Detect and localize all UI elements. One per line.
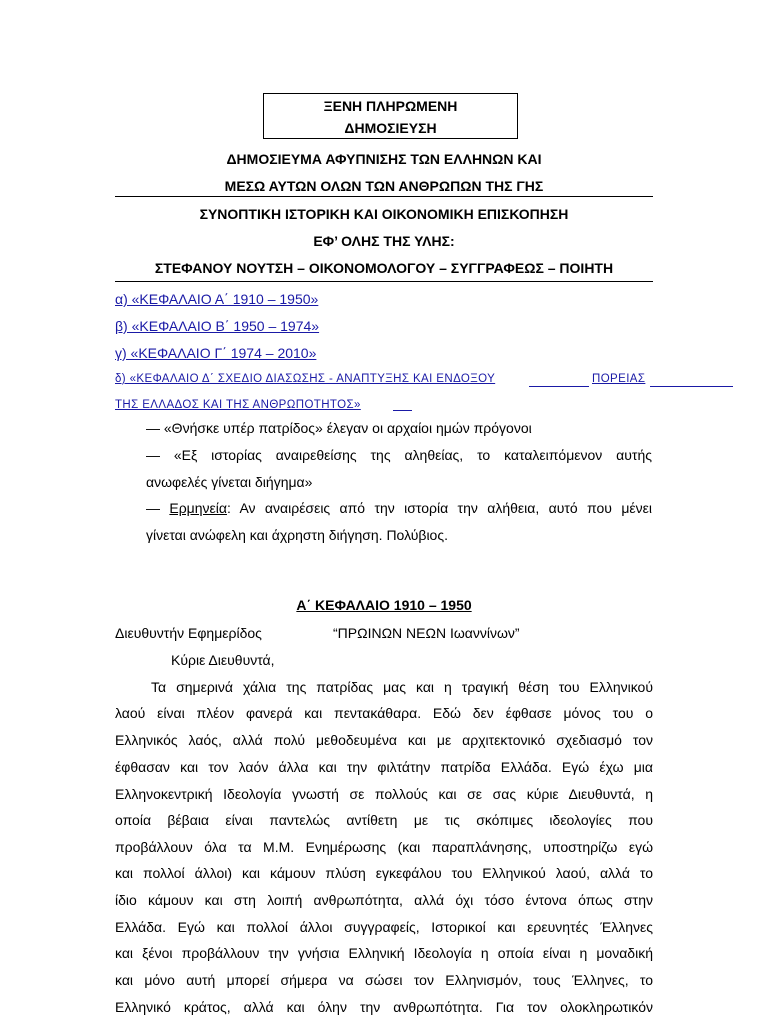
quote-polybius-line1: — «Εξ ιστορίας αναιρεθείσης της αληθείας, το καταλειπόμενον αυτής <box>146 447 652 463</box>
toc-link-chapter-d-line1[interactable]: δ) «ΚΕΦΑΛΑΙΟ Δ΄ ΣΧΕΔΙΟ ΔΙΑΣΩΣΗΣ - ΑΝΑΠΤΥΞΗΣ ΚΑΙ ΕΝΔΟΞΟΥ <box>115 373 496 385</box>
paid-publication-line2: ΔΗΜΟΣΙΕΥΣΗ <box>344 120 437 136</box>
letter-newspaper: “ΠΡΩΙΝΩΝ ΝΕΩΝ Ιωαννίνων” <box>333 625 520 641</box>
paid-publication-line1: ΞΕΝΗ ΠΛΗΡΩΜΕΝΗ <box>323 98 458 114</box>
toc-link-chapter-b[interactable]: β) «ΚΕΦΑΛΑΙΟ Β΄ 1950 – 1974» <box>115 318 320 334</box>
interpretation-line2: γίνεται ανώφελη και άχρηστη διήγηση. Πολύβιος. <box>146 527 448 543</box>
letter-body-line: Ελληνικός λαός, αλλά πολύ μεθοδευμένα και με αρχιτεκτονικό σχεδιασμό τον <box>115 732 653 748</box>
author-line: ΣΤΕΦΑΝΟΥ ΝΟΥΤΣΗ – ΟΙΚΟΝΟΜΟΛΟΓΟΥ – ΣΥΓΓΡΑΦΕΩΣ – ΠΟΙΗΤΗ <box>154 260 614 276</box>
letter-body-line: λαού είναι πλέον φανερά και πεντακάθαρα. Εδώ δεν έφθασε μόνος του ο <box>115 705 653 721</box>
letter-body-line: οποία βέβαια είναι παντελώς αντίθετη με τις σκόπιμες ιδεολογίες που <box>115 812 653 828</box>
letter-body-line: ίδιο κάμουν και στη λοιπή ανθρωπότητα, αλλά όχι τόσο έντονα όπως στην <box>115 892 653 908</box>
title-line-1: ΔΗΜΟΣΙΕΥΜΑ ΑΦΥΠΝΙΣΗΣ ΤΩΝ ΕΛΛΗΝΩΝ ΚΑΙ <box>226 151 542 167</box>
toc-link-chapter-d-gap <box>529 386 589 387</box>
letter-body-line: Τα σημερινά χάλια της πατρίδας μας και η τραγική θέση του Ελληνικού <box>151 679 653 695</box>
title-line-2: ΜΕΣΩ ΑΥΤΩΝ ΟΛΩΝ ΤΩΝ ΑΝΘΡΩΠΩΝ ΤΗΣ ΓΗΣ <box>224 178 544 194</box>
title-divider-top <box>115 196 653 197</box>
toc-link-chapter-d-tail <box>650 386 733 387</box>
letter-body-line: Ελλάδα. Εγώ και πολλοί άλλοι συγγραφείς, Ιστορικοί και ερευνητές Έλληνες <box>115 919 653 935</box>
letter-body-line: Ελληνικό κράτος, αλλά και όλην την ανθρωπότητα. Για τον ολοκληρωτικόν <box>115 999 653 1015</box>
chapter-heading: Α΄ ΚΕΦΑΛΑΙΟ 1910 – 1950 <box>296 597 472 613</box>
interpretation-dash: — <box>146 500 170 516</box>
toc-link-chapter-a[interactable]: α) «ΚΕΦΑΛΑΙΟ Α΄ 1910 – 1950» <box>115 291 319 307</box>
quote-thniske: — «Θνήσκε υπέρ πατρίδος» έλεγαν οι αρχαίοι ημών πρόγονοι <box>146 420 532 436</box>
letter-body-line: Ελληνοκεντρική Ιδεολογία γνωστή σε πολλούς και σε σας κύριε Διευθυντά, η <box>115 786 653 802</box>
toc-link-chapter-c[interactable]: γ) «ΚΕΦΑΛΑΙΟ Γ΄ 1974 – 2010» <box>115 345 317 361</box>
title-line-3: ΣΥΝΟΠΤΙΚΗ ΙΣΤΟΡΙΚΗ ΚΑΙ ΟΙΚΟΝΟΜΙΚΗ ΕΠΙΣΚΟΠΗΣΗ <box>199 206 569 222</box>
interpretation-text: : Αν αναιρέσεις από την ιστορία την αλήθεια, αυτό που μένει <box>226 500 652 516</box>
toc-link-chapter-d-line2-tail <box>393 410 412 411</box>
letter-body-line: και ξένοι προβάλλουν την γνήσια Ελληνική Ιδεολογία η οποία είναι η μοναδική <box>115 945 653 961</box>
toc-link-chapter-d-line2[interactable]: ΤΗΣ ΕΛΛΑΔΟΣ ΚΑΙ ΤΗΣ ΑΝΘΡΩΠΟΤΗΤΟΣ» <box>115 399 361 411</box>
title-divider-bottom <box>115 281 653 282</box>
interpretation-label: Ερμηνεία <box>169 500 227 516</box>
toc-link-chapter-d-word[interactable]: ΠΟΡΕΙΑΣ <box>592 373 646 385</box>
letter-body-line: και μόνο αυτή μπορεί σήμερα να σώσει τον Ελληνισμόν, τους Έλληνες, το <box>115 972 653 988</box>
title-line-4: ΕΦ’ ΟΛΗΣ ΤΗΣ ΥΛΗΣ: <box>313 233 455 249</box>
letter-body-line: έφθασαν και τον λαόν άλλα και την φιλτάτην πατρίδα Ελλάδα. Εγώ έχω μια <box>115 759 653 775</box>
quote-polybius-line2: ανωφελές γίνεται διήγημα» <box>146 474 313 490</box>
letter-recipient: Διευθυντήν Εφημερίδος <box>115 625 262 641</box>
letter-body-line: και πολλοί άλλοι) και κάμουν πλύση εγκεφάλου του Ελληνικού λαού, αλλά το <box>115 865 653 881</box>
interpretation-line1 <box>146 499 652 517</box>
letter-body-line: προβάλλουν όλα τα Μ.Μ. Ενημέρωσης (και παραπλάνησης, υποστηρίζω εγώ <box>115 839 653 855</box>
letter-salutation: Κύριε Διευθυντά, <box>171 652 275 668</box>
paid-publication-box <box>263 93 518 139</box>
